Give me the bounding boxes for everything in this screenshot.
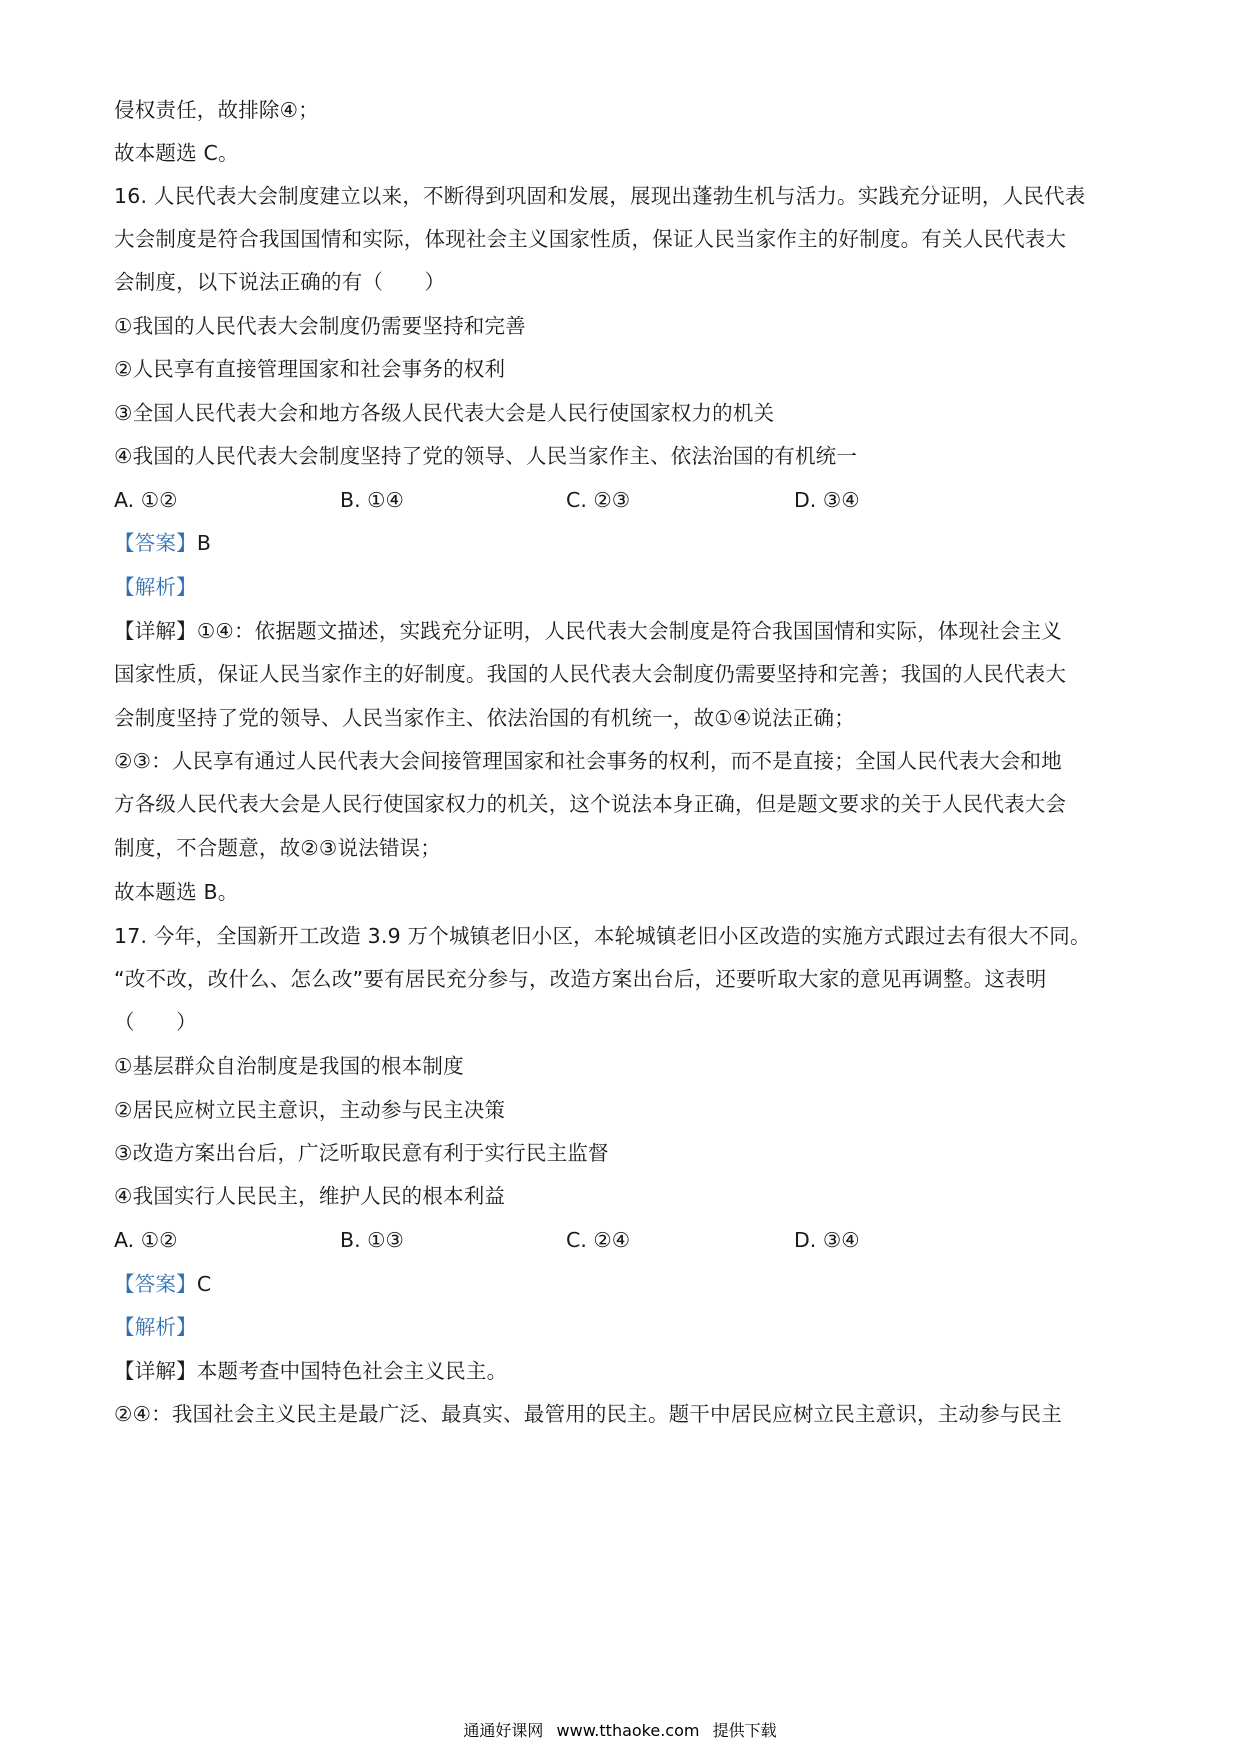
detail-tag: 【详解】 (114, 619, 197, 643)
text-line: 故本题选 C。 (114, 141, 239, 165)
footer-site-name: 通通好课网 (463, 1721, 544, 1740)
question-17-stem: （ ） (114, 1010, 197, 1034)
footer-note: 提供下载 (712, 1721, 777, 1740)
option-a: A. ①② (114, 488, 178, 512)
answer-line (114, 529, 211, 557)
answer-tag: 【答案】 (114, 531, 197, 555)
question-16-statement: ④我国的人民代表大会制度坚持了党的领导、人民当家作主、依法治国的有机统一 (114, 444, 858, 468)
question-17-statement: ②居民应树立民主意识，主动参与民主决策 (114, 1098, 506, 1122)
detail-line (114, 1357, 507, 1385)
detail-text: ①④：依据题文描述，实践充分证明，人民代表大会制度是符合我国国情和实际，体现社会主义 (196, 619, 1062, 643)
option-c: C. ②③ (566, 488, 631, 512)
question-16-statement: ③全国人民代表大会和地方各级人民代表大会是人民行使国家权力的机关 (114, 401, 775, 425)
option-a: A. ①② (114, 1228, 178, 1252)
question-16-stem: 大会制度是符合我国国情和实际，体现社会主义国家性质，保证人民当家作主的好制度。有关人民代表大 (114, 227, 1067, 251)
detail-line: 国家性质，保证人民当家作主的好制度。我国的人民代表大会制度仍需要坚持和完善；我国的人民代表大 (114, 662, 1067, 686)
question-17-statement: ①基层群众自治制度是我国的根本制度 (114, 1054, 464, 1078)
question-16-statement: ②人民享有直接管理国家和社会事务的权利 (114, 357, 506, 381)
option-d: D. ③④ (794, 488, 860, 512)
conclusion-line: 故本题选 B。 (114, 880, 239, 904)
footer-url[interactable]: www.tthaoke.com (556, 1721, 700, 1740)
answer-value: C (196, 1272, 212, 1296)
detail-line: ②③：人民享有通过人民代表大会间接管理国家和社会事务的权利，而不是直接；全国人民代表大会和地 (114, 749, 1062, 773)
option-b: B. ①④ (340, 488, 404, 512)
page-footer (0, 1720, 1240, 1742)
option-d: D. ③④ (794, 1228, 860, 1252)
answer-tag: 【答案】 (114, 1272, 197, 1296)
detail-line: ②④：我国社会主义民主是最广泛、最真实、最管用的民主。题干中居民应树立民主意识，主动参与民主 (114, 1402, 1062, 1426)
analysis-tag: 【解析】 (114, 1315, 197, 1339)
detail-line: 制度，不合题意，故②③说法错误； (114, 836, 441, 860)
detail-tag: 【详解】 (114, 1359, 197, 1383)
detail-text: 本题考查中国特色社会主义民主。 (196, 1359, 508, 1383)
analysis-tag: 【解析】 (114, 575, 197, 599)
question-17-stem: “改不改，改什么、怎么改”要有居民充分参与，改造方案出台后，还要听取大家的意见再调整。这表明 (114, 967, 1047, 991)
question-16-stem: 会制度，以下说法正确的有（ ） (114, 270, 446, 294)
option-b: B. ①③ (340, 1228, 404, 1252)
detail-line: 会制度坚持了党的领导、人民当家作主、依法治国的有机统一，故①④说法正确； (114, 706, 855, 730)
detail-line (114, 617, 1062, 645)
question-17-statement: ③改造方案出台后，广泛听取民意有利于实行民主监督 (114, 1141, 609, 1165)
option-c: C. ②④ (566, 1228, 631, 1252)
answer-value: B (196, 531, 212, 555)
answer-line (114, 1270, 211, 1298)
question-17-stem: 17. 今年，全国新开工改造 3.9 万个城镇老旧小区，本轮城镇老旧小区改造的实施方式跟过去有很大不同。 (114, 924, 1091, 948)
question-16-stem: 16. 人民代表大会制度建立以来，不断得到巩固和发展，展现出蓬勃生机与活力。实践充分证明，人民代表 (114, 184, 1086, 208)
question-17-statement: ④我国实行人民民主，维护人民的根本利益 (114, 1184, 506, 1208)
question-16-statement: ①我国的人民代表大会制度仍需要坚持和完善 (114, 314, 526, 338)
detail-line: 方各级人民代表大会是人民行使国家权力的机关，这个说法本身正确，但是题文要求的关于人民代表大会 (114, 792, 1067, 816)
text-line: 侵权责任，故排除④； (114, 98, 319, 122)
